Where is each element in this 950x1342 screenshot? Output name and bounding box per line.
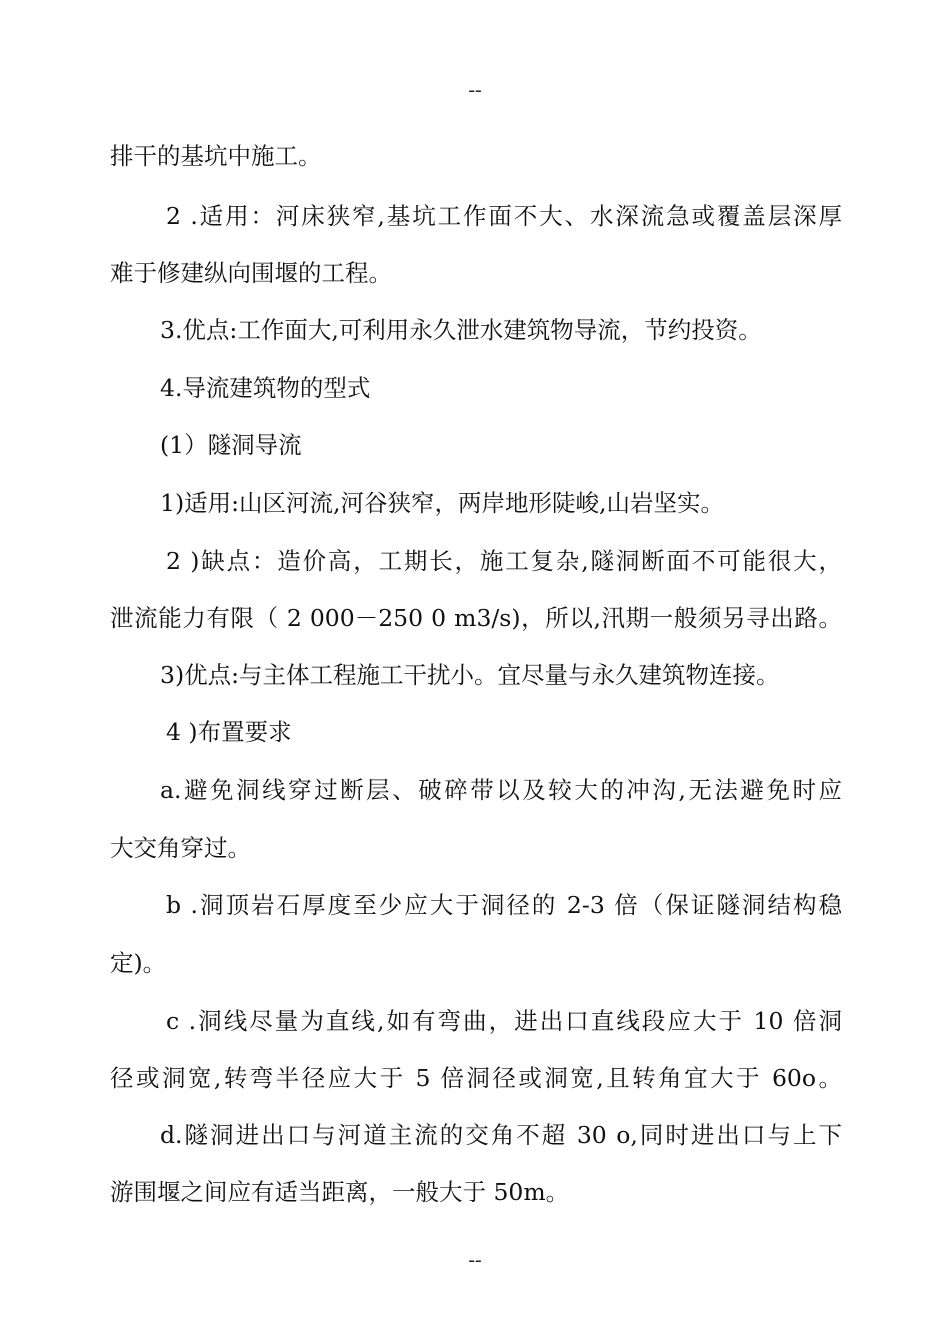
text-line: c .洞线尽量为直线,如有弯曲，进出口直线段应大于 10 倍洞 [166,1007,842,1035]
text-line: 定)。 [110,949,167,977]
text-line: b .洞顶岩石厚度至少应大于洞径的 2-3 倍（保证隧洞结构稳 [166,891,842,919]
text-line: 径或洞宽,转弯半径应大于 5 倍洞径或洞宽,且转角宜大于 60o。 [110,1064,842,1092]
text-line: 排干的基坑中施工。 [110,142,322,170]
text-line: 游围堰之间应有适当距离，一般大于 50m。 [110,1178,570,1206]
text-line: 3)优点:与主体工程施工干扰小。宜尽量与永久建筑物连接。 [160,661,780,689]
text-line: d.隧洞进出口与河道主流的交角不超 30 o,同时进出口与上下 [160,1121,842,1149]
page-footer-marker: -- [468,1249,482,1271]
text-line: 4.导流建筑物的型式 [160,374,371,402]
text-line: 2 .适用：河床狭窄,基坑工作面不大、水深流急或覆盖层深厚 [166,202,842,230]
text-line: 难于修建纵向围堰的工程。 [110,259,392,287]
text-line: a.避免洞线穿过断层、破碎带以及较大的冲沟,无法避免时应 [160,776,842,804]
text-line: 1)适用:山区河流,河谷狭窄，两岸地形陡峻,山岩坚实。 [160,489,724,517]
page-header-marker: -- [468,79,482,101]
text-line: 3.优点:工作面大,可利用永久泄水建筑物导流，节约投资。 [160,316,762,344]
text-line: 泄流能力有限（ 2 000－250 0 m3/s)，所以,汛期一般须另寻出路。 [110,604,842,632]
text-line: 大交角穿过。 [110,834,251,862]
text-line: (1）隧洞导流 [160,431,302,459]
text-line: 4 )布置要求 [166,718,292,746]
text-line: 2 )缺点：造价高，工期长，施工复杂,隧洞断面不可能很大， [166,547,842,575]
